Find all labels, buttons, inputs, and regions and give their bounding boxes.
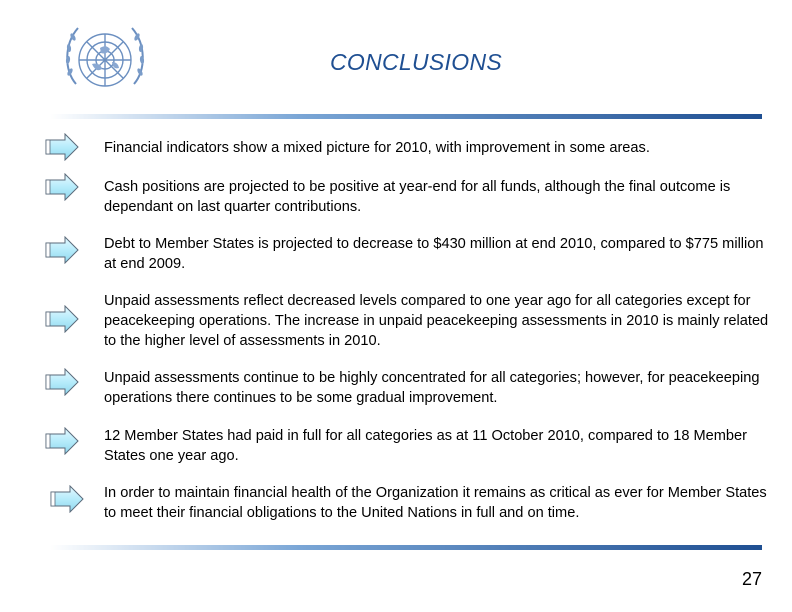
page-number: 27	[741, 569, 762, 589]
page-title: CONCLUSIONS	[330, 49, 502, 75]
arrow-right-icon	[45, 427, 79, 455]
bullet-text: Cash positions are projected to be positive at year-end for all funds, although the final outcome is dependant on last quarter contributions.	[104, 179, 731, 215]
bullet-text: Unpaid assessments reflect decreased levels compared to one year ago for all categories except for peacekeeping operations. The increase in unpaid peacekeeping assessments in 2010 is mainly related to the higher level of assessments in 2010.	[104, 293, 769, 349]
arrow-right-icon	[45, 368, 79, 396]
arrow-right-icon	[45, 305, 79, 333]
bullet-text: Unpaid assessments continue to be highly concentrated for all categories; however, for peacekeeping operations there continues to be some gradual improvement.	[104, 370, 760, 406]
top-divider	[50, 113, 762, 120]
bullet-text: 12 Member States had paid in full for all categories as at 11 October 2010, compared to 18 Member States one year ago.	[104, 428, 748, 464]
arrow-right-icon	[45, 133, 79, 161]
bullet-text: Debt to Member States is projected to decrease to $430 million at end 2010, compared to $775 million at end 2009.	[104, 236, 764, 272]
bottom-divider	[50, 544, 762, 551]
bullet-text: In order to maintain financial health of the Organization it remains as critical as ever for Member States to meet their financial obligations to the United Nations in full and on time.	[104, 485, 767, 521]
bullet-text: Financial indicators show a mixed picture for 2010, with improvement in some areas.	[104, 140, 650, 156]
arrow-right-icon	[45, 173, 79, 201]
arrow-right-icon	[45, 236, 79, 264]
arrow-right-icon	[50, 485, 84, 513]
